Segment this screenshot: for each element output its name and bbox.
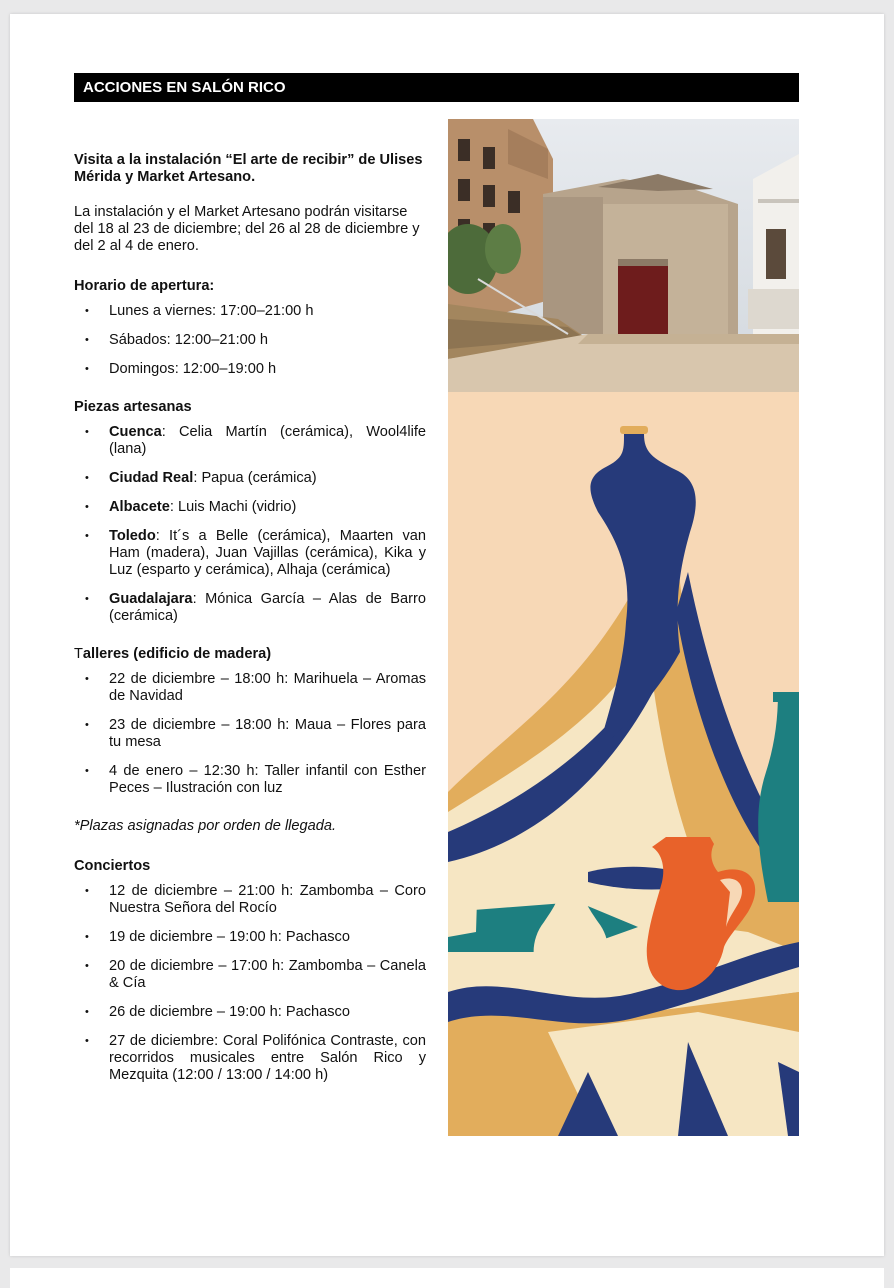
place-name: Guadalajara: [109, 591, 193, 607]
list-item: • 22 de diciembre – 18:00 h: Marihuela – Aromas de Navidad: [74, 671, 426, 705]
place-name: Cuenca: [109, 424, 162, 440]
place-name: Ciudad Real: [109, 470, 194, 486]
pieces-heading: Piezas artesanas: [74, 399, 192, 415]
section-title-bar: ACCIONES EN SALÓN RICO: [74, 73, 799, 102]
list-item: • 19 de diciembre – 19:00 h: Pachasco: [74, 929, 426, 946]
list-item: [74, 591, 426, 625]
list-item: [74, 528, 426, 579]
list-item: [74, 499, 426, 516]
workshops-note: *Plazas asignadas por orden de llegada.: [74, 818, 337, 834]
artisans: : Celia Martín (cerámica), Wool4life (lana): [109, 424, 426, 457]
pottery-illustration-image: [448, 392, 799, 1136]
workshops-list: [74, 671, 426, 797]
schedule-list: [74, 303, 426, 378]
building-photo-image: [448, 119, 799, 392]
salon-rico-photo: [448, 119, 799, 392]
workshops-heading: [74, 646, 426, 663]
list-item: • 27 de diciembre: Coral Polifónica Contraste, con recorridos musicales entre Salón Rico y Mezquita (12:00 / 13:00 / 14:00 h): [74, 1033, 426, 1084]
intro-text: La instalación y el Market Artesano podrán visitarse del 18 al 23 de diciembre; del 26 al 28 de diciembre y del 2 al 4 de enero.: [74, 204, 420, 254]
artisans: : It´s a Belle (cerámica), Maarten van Ham (madera), Juan Vajillas (cerámica), Kika y Luz (esparto y cerámica), Alhaja (cerámica): [109, 528, 426, 578]
workshops-heading-rest: alleres (edificio de madera): [82, 646, 272, 662]
concerts-list: [74, 883, 426, 1084]
text-column: [74, 152, 426, 1105]
list-item: • Lunes a viernes: 17:00–21:00 h: [74, 303, 426, 320]
workshops-heading-first-letter: T: [74, 646, 83, 662]
list-item: • 23 de diciembre – 18:00 h: Maua – Flores para tu mesa: [74, 717, 426, 751]
list-item: [74, 424, 426, 458]
artisans: : Papua (cerámica): [193, 470, 317, 486]
decorative-illustration: [448, 392, 799, 1136]
artisans: : Mónica García – Alas de Barro (cerámica): [109, 591, 426, 624]
place-name: Toledo: [109, 528, 156, 544]
list-item: • 4 de enero – 12:30 h: Taller infantil con Esther Peces – Ilustración con luz: [74, 763, 426, 797]
artisans: : Luis Machi (vidrio): [169, 499, 297, 515]
list-item: [74, 470, 426, 487]
list-item: • 20 de diciembre – 17:00 h: Zambomba – Canela & Cía: [74, 958, 426, 992]
concerts-heading: Conciertos: [74, 858, 151, 874]
schedule-heading: Horario de apertura:: [74, 278, 215, 294]
list-item: • Sábados: 12:00–21:00 h: [74, 332, 426, 349]
next-page-edge: [10, 1268, 884, 1288]
list-item: • 12 de diciembre – 21:00 h: Zambomba – Coro Nuestra Señora del Rocío: [74, 883, 426, 917]
list-item: • Domingos: 12:00–19:00 h: [74, 361, 426, 378]
list-item: • 26 de diciembre – 19:00 h: Pachasco: [74, 1004, 426, 1021]
pieces-list: [74, 424, 426, 625]
place-name: Albacete: [109, 499, 170, 515]
intro-title: Visita a la instalación “El arte de recibir” de Ulises Mérida y Market Artesano.: [74, 152, 423, 185]
